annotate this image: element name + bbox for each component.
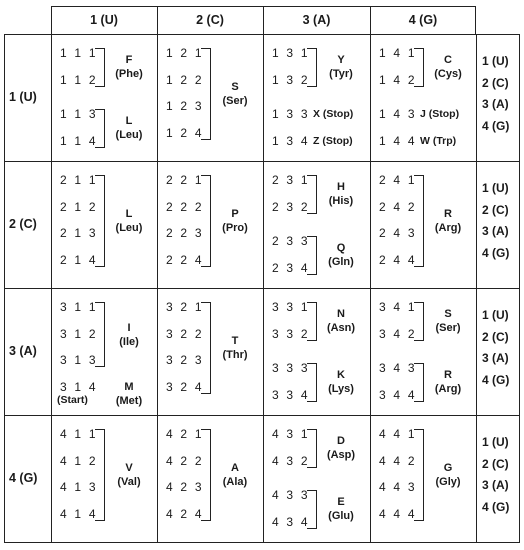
- codon-bracket: [307, 490, 317, 529]
- row-divider: [4, 415, 520, 416]
- codon: 1 4 4: [379, 133, 417, 148]
- third-base-label: 3 (A): [482, 97, 509, 111]
- codon: 4 4 2: [379, 453, 417, 468]
- amino-acid-name: (Arg): [434, 221, 462, 234]
- amino-acid-name: (Leu): [115, 129, 143, 142]
- codon: 2 1 2: [60, 199, 98, 214]
- codon: 3 2 2: [166, 326, 204, 341]
- amino-acid-letter: C: [444, 54, 452, 67]
- third-base-label: 4 (G): [482, 118, 510, 133]
- codon: 2 4 4: [379, 252, 417, 267]
- third-base-label: 4 (G): [482, 372, 510, 387]
- codon-bracket: [414, 48, 424, 87]
- third-base-label: 2 (C): [482, 202, 509, 217]
- codon: 1 1 3: [60, 107, 98, 121]
- row-label: 3 (A): [9, 344, 37, 358]
- codon: 4 2 3: [166, 480, 204, 494]
- amino-acid-name: (Gln): [328, 256, 354, 269]
- third-base-label: 3 (A): [482, 478, 509, 492]
- column-divider: [263, 34, 264, 543]
- codon: 1 3 1: [272, 46, 310, 60]
- amino-acid-name: (Asn): [326, 322, 356, 335]
- amino-acid-name: (Glu): [328, 510, 354, 523]
- codon: 4 3 2: [272, 453, 310, 468]
- codon: 2 2 1: [166, 173, 204, 187]
- codon-bracket: [95, 48, 105, 87]
- row-label: 2 (C): [9, 217, 37, 231]
- codon-bracket: [95, 175, 105, 267]
- amino-acid-letter: A: [231, 461, 239, 474]
- codon: 1 1 1: [60, 46, 98, 60]
- amino-acid-letter: R: [444, 369, 452, 382]
- amino-acid-letter: L: [125, 115, 133, 128]
- codon-bracket: [414, 363, 424, 402]
- codon: 2 3 4: [272, 260, 310, 275]
- codon: 4 2 1: [166, 427, 204, 441]
- amino-acid-name: (Met): [115, 394, 143, 407]
- column-divider: [370, 34, 371, 543]
- column-divider: [51, 34, 52, 543]
- codon: 3 1 2: [60, 326, 98, 341]
- codon: 4 1 2: [60, 453, 98, 468]
- amino-acid-name: (Lys): [328, 383, 354, 396]
- codon: 1 2 3: [166, 99, 204, 113]
- stop-codon-label: Z (Stop): [313, 134, 353, 147]
- codon: 2 1 1: [60, 173, 98, 187]
- codon-bracket: [201, 175, 211, 267]
- codon: 1 4 2: [379, 72, 417, 87]
- amino-acid-name: (Ile): [119, 335, 139, 348]
- amino-acid-name: (Tyr): [329, 68, 353, 81]
- codon-bracket: [95, 302, 105, 367]
- codon: 4 3 3: [272, 488, 310, 502]
- codon: 2 3 2: [272, 199, 310, 214]
- codon: 2 1 4: [60, 252, 98, 267]
- codon: 2 2 4: [166, 252, 204, 267]
- third-base-label: 3 (A): [482, 224, 509, 238]
- column-header: 4 (G): [408, 13, 438, 27]
- amino-acid-letter: I: [127, 321, 131, 334]
- codon-bracket: [307, 429, 317, 468]
- third-base-label: 3 (A): [482, 351, 509, 365]
- column-divider: [476, 34, 477, 543]
- codon: 1 4 1: [379, 46, 417, 60]
- codon: 1 3 3: [272, 107, 310, 121]
- amino-acid-letter: D: [337, 435, 345, 448]
- amino-acid-letter: Y: [337, 54, 345, 67]
- codon: 2 2 3: [166, 226, 204, 240]
- row-divider: [4, 161, 520, 162]
- codon: 1 4 3: [379, 107, 417, 121]
- amino-acid-name: (Pro): [222, 221, 248, 234]
- codon: 3 4 1: [379, 300, 417, 314]
- codon: 1 1 4: [60, 133, 98, 148]
- codon: 3 1 4: [60, 379, 98, 394]
- codon: 2 3 3: [272, 234, 310, 248]
- column-header: 1 (U): [90, 13, 118, 27]
- codon-bracket: [201, 429, 211, 521]
- codon: 3 2 3: [166, 353, 204, 367]
- amino-acid-name: (Ser): [222, 94, 248, 107]
- codon: 2 4 2: [379, 199, 417, 214]
- amino-acid-letter: R: [444, 207, 452, 220]
- amino-acid-name: (Thr): [222, 348, 248, 361]
- codon: 3 4 4: [379, 387, 417, 402]
- codon-bracket: [307, 363, 317, 402]
- codon: 4 2 4: [166, 506, 204, 521]
- codon: 4 4 3: [379, 480, 417, 494]
- column-header: 2 (C): [196, 13, 224, 27]
- amino-acid-name: (Ala): [222, 475, 248, 488]
- amino-acid-letter: K: [337, 369, 345, 382]
- codon: 2 3 1: [272, 173, 310, 187]
- amino-acid-name: (Ser): [435, 322, 461, 335]
- codon: 3 1 3: [60, 353, 98, 367]
- codon: 1 1 2: [60, 72, 98, 87]
- third-base-label: 1 (U): [482, 54, 509, 68]
- amino-acid-letter: T: [231, 334, 239, 347]
- codon: 3 3 4: [272, 387, 310, 402]
- third-base-label: 2 (C): [482, 456, 509, 471]
- codon-bracket: [414, 175, 424, 267]
- codon-bracket: [307, 175, 317, 214]
- third-base-label: 1 (U): [482, 181, 509, 195]
- codon: 3 1 1: [60, 300, 98, 314]
- codon-bracket: [307, 48, 317, 87]
- amino-acid-name: (Leu): [115, 221, 143, 234]
- row-divider: [4, 288, 520, 289]
- codon: 2 4 3: [379, 226, 417, 240]
- amino-acid-name: (Arg): [434, 383, 462, 396]
- start-label: (Start): [57, 393, 88, 406]
- codon: 3 4 2: [379, 326, 417, 341]
- amino-acid-letter: E: [337, 496, 345, 509]
- third-base-label: 4 (G): [482, 499, 510, 514]
- codon: 2 2 2: [166, 199, 204, 214]
- codon: 1 3 4: [272, 133, 310, 148]
- column-header: 3 (A): [302, 13, 331, 27]
- codon: 3 3 1: [272, 300, 310, 314]
- codon: 3 2 4: [166, 379, 204, 394]
- codon: 4 2 2: [166, 453, 204, 468]
- codon-bracket: [201, 302, 211, 394]
- column-divider: [157, 34, 158, 543]
- amino-acid-letter: S: [231, 80, 239, 93]
- stop-codon-label: X (Stop): [313, 108, 354, 120]
- codon: 3 3 3: [272, 361, 310, 375]
- codon-bracket: [307, 236, 317, 275]
- codon: 2 1 3: [60, 226, 98, 240]
- amino-acid-letter: V: [125, 461, 133, 474]
- amino-acid-name: (Asp): [326, 449, 356, 462]
- amino-acid-letter: Q: [336, 242, 346, 255]
- amino-acid-name: (Phe): [115, 68, 143, 81]
- stop-codon-label: W (Trp): [420, 134, 457, 147]
- stop-codon-label: J (Stop): [420, 108, 460, 120]
- codon-bracket: [414, 302, 424, 341]
- third-base-label: 1 (U): [482, 308, 509, 322]
- codon: 1 2 4: [166, 125, 204, 140]
- codon: 1 2 2: [166, 72, 204, 87]
- amino-acid-name: (Cys): [434, 68, 462, 81]
- amino-acid-name: (Val): [117, 475, 141, 488]
- third-base-label: 4 (G): [482, 245, 510, 260]
- codon-bracket: [307, 302, 317, 341]
- codon-bracket: [201, 48, 211, 140]
- codon: 4 1 3: [60, 480, 98, 494]
- codon: 4 1 1: [60, 427, 98, 441]
- codon: 1 3 2: [272, 72, 310, 87]
- codon: 4 3 1: [272, 427, 310, 441]
- amino-acid-letter: N: [337, 308, 345, 321]
- amino-acid-letter: G: [443, 461, 453, 474]
- amino-acid-letter: M: [124, 380, 134, 393]
- amino-acid-name: (Gly): [435, 475, 461, 488]
- codon: 4 4 1: [379, 427, 417, 441]
- codon: 2 4 1: [379, 173, 417, 187]
- third-base-label: 2 (C): [482, 329, 509, 344]
- amino-acid-name: (His): [328, 195, 354, 208]
- amino-acid-letter: F: [125, 54, 133, 67]
- codon-bracket: [95, 109, 105, 148]
- amino-acid-letter: L: [125, 207, 133, 220]
- row-label: 1 (U): [9, 90, 37, 104]
- codon: 3 3 2: [272, 326, 310, 341]
- row-label: 4 (G): [9, 471, 38, 485]
- codon: 1 2 1: [166, 46, 204, 60]
- third-base-label: 2 (C): [482, 75, 509, 90]
- amino-acid-letter: S: [444, 308, 452, 321]
- amino-acid-letter: H: [337, 181, 345, 194]
- codon: 3 2 1: [166, 300, 204, 314]
- codon-bracket: [95, 429, 105, 521]
- codon: 4 4 4: [379, 506, 417, 521]
- codon: 3 4 3: [379, 361, 417, 375]
- amino-acid-letter: P: [231, 207, 239, 220]
- codon: 4 1 4: [60, 506, 98, 521]
- codon: 4 3 4: [272, 514, 310, 529]
- codon-bracket: [414, 429, 424, 521]
- third-base-label: 1 (U): [482, 435, 509, 449]
